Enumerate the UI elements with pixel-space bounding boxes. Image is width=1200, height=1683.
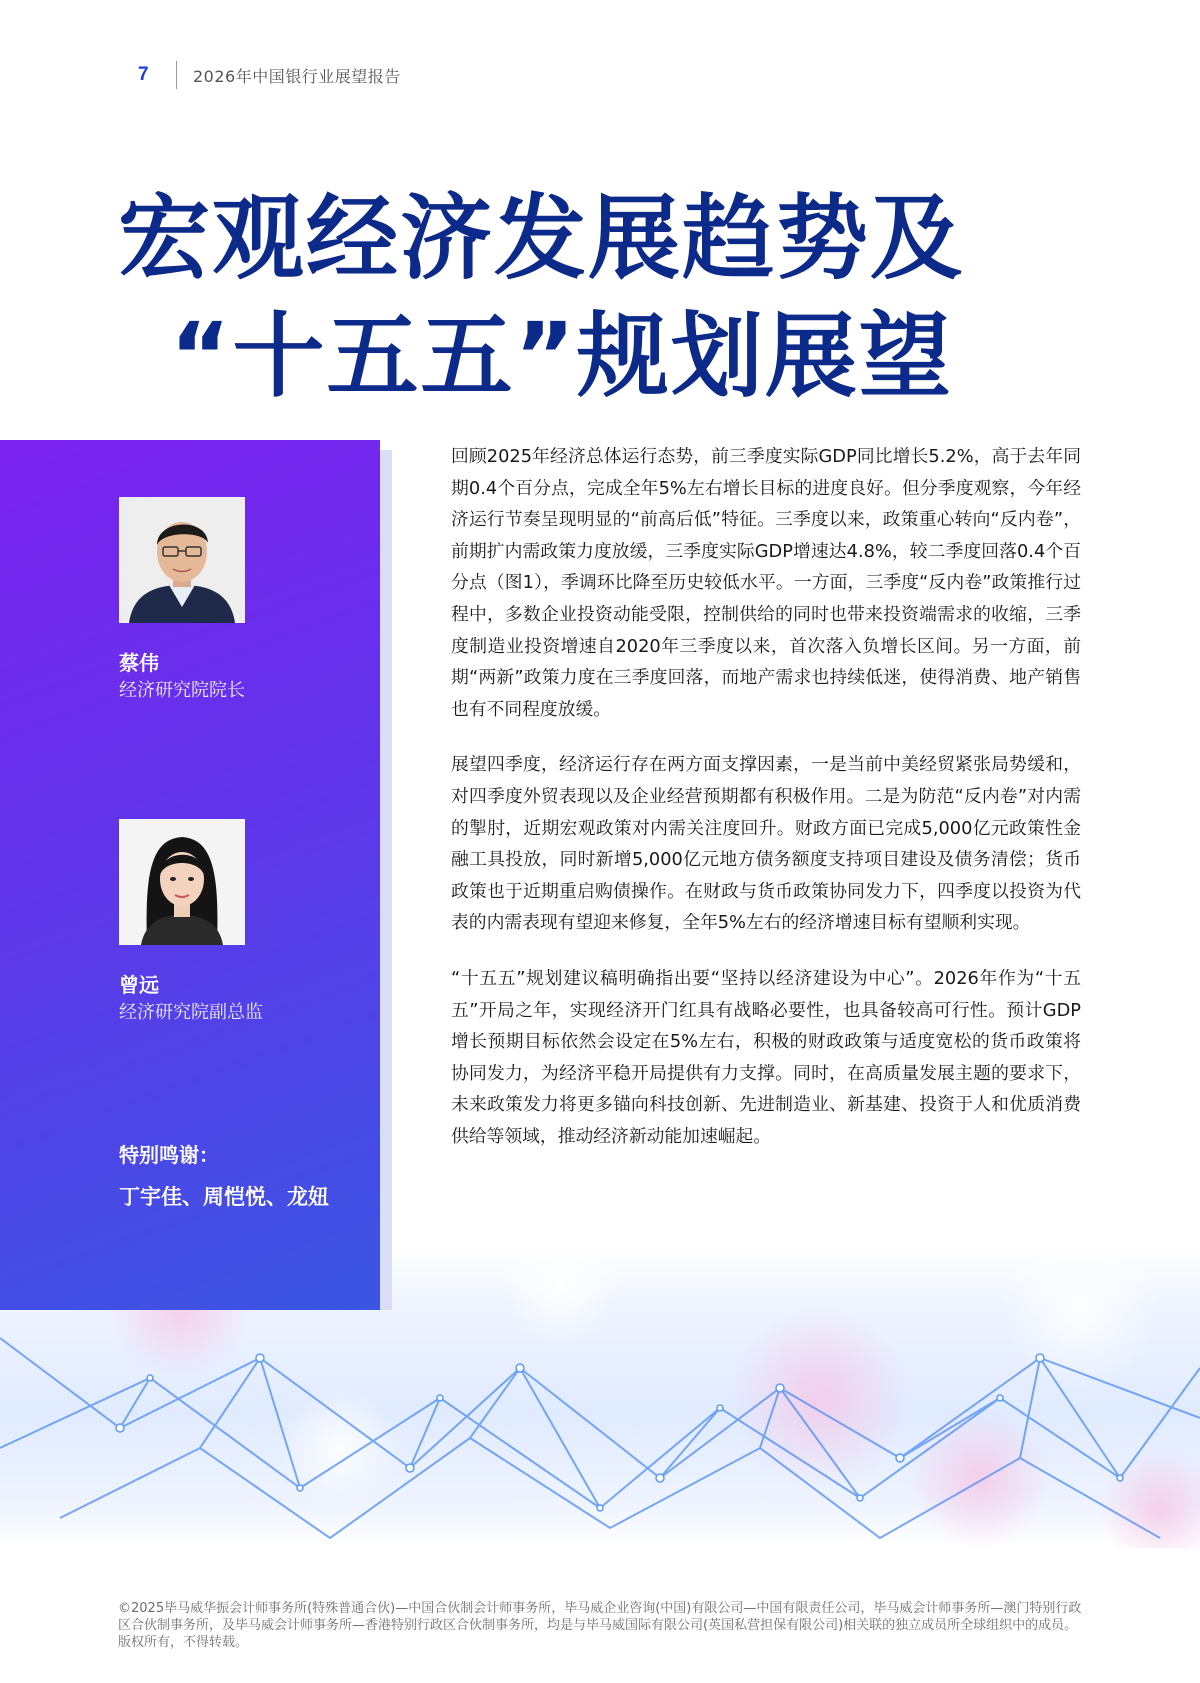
page-title-line-2: “十五五”规划展望	[170, 303, 953, 410]
paragraph: 回顾2025年经济总体运行态势，前三季度实际GDP同比增长5.2%，高于去年同期0.4个百分点，完成全年5%左右增长目标的进度良好。但分季度观察，今年经济运行节奏呈现明显的“前高后低”特征。三季度以来，政策重心转向“反内卷”，前期扩内需政策力度放缓，三季度实际GDP增速达4.8%，较二季度回落0.4个百分点（图1），季调环比降至历史较低水平。一方面，三季度“反内卷”政策推行过程中，多数企业投资动能受限，控制供给的同时也带来投资端需求的收缩，三季度制造业投资增速自2020年三季度以来，首次落入负增长区间。另一方面，前期“两新”政策力度在三季度回落，而地产需求也持续低迷，使得消费、地产销售也有不同程度放缓。	[451, 446, 1081, 720]
page-title-line-1: 宏观经济发展趋势及	[118, 185, 965, 292]
copyright-notice: ©2025毕马威华振会计师事务所(特殊普通合伙)—中国合伙制会计师事务所，毕马威企业咨询(中国)有限公司—中国有限责任公司，毕马威会计师事务所—澳门特别行政区合伙制事务所，及毕马威会计师事务所—香港特别行政区合伙制事务所，均是与毕马威国际有限公司(英国私营担保有限公司)相关联的独立成员所全球组织中的成员。版权所有，不得转载。	[118, 1601, 1082, 1650]
author-card	[119, 497, 245, 705]
author-role: 经济研究院院长	[119, 680, 245, 701]
page-number: 7	[138, 64, 149, 85]
page-header	[138, 60, 401, 90]
author-photo-female	[119, 819, 245, 945]
author-name: 蔡伟	[119, 651, 159, 675]
acknowledgement-label: 特别鸣谢：	[119, 1143, 219, 1167]
paragraph: 展望四季度，经济运行存在两方面支撑因素，一是当前中美经贸紧张局势缓和，对四季度外贸表现以及企业经营预期都有积极作用。二是为防范“反内卷”对内需的掣肘，近期宏观政策对内需关注度回升。财政方面已完成5,000亿元政策性金融工具投放，同时新增5,000亿元地方债务额度支持项目建设及债务清偿；货币政策也于近期重启购债操作。在财政与货币政策协同发力下，四季度以投资为代表的内需表现有望迎来修复，全年5%左右的经济增速目标有望顺利实现。	[451, 754, 1081, 934]
author-card	[119, 819, 263, 1027]
article-body	[451, 441, 1081, 1176]
author-photo-male	[119, 497, 245, 623]
acknowledgement	[119, 1140, 329, 1212]
acknowledgement-names: 丁宇佳、周恺悦、龙妞	[119, 1185, 329, 1209]
report-title: 2026年中国银行业展望报告	[193, 66, 401, 86]
paragraph: “十五五”规划建议稿明确指出要“坚持以经济建设为中心”。2026年作为“十五五”开局之年，实现经济开门红具有战略必要性，也具备较高可行性。预计GDP增长预期目标依然会设定在5%左右，积极的财政政策与适度宽松的货币政策将协同发力，为经济平稳开局提供有力支撑。同时，在高质量发展主题的要求下，未来政策发力将更多锚向科技创新、先进制造业、新基建、投资于人和优质消费供给等领域，推动经济新动能加速崛起。	[451, 967, 1081, 1147]
header-divider	[176, 61, 177, 89]
author-panel	[0, 440, 380, 1310]
page-title	[118, 180, 964, 416]
author-name: 曾远	[119, 973, 159, 997]
author-role: 经济研究院副总监	[119, 1002, 263, 1023]
